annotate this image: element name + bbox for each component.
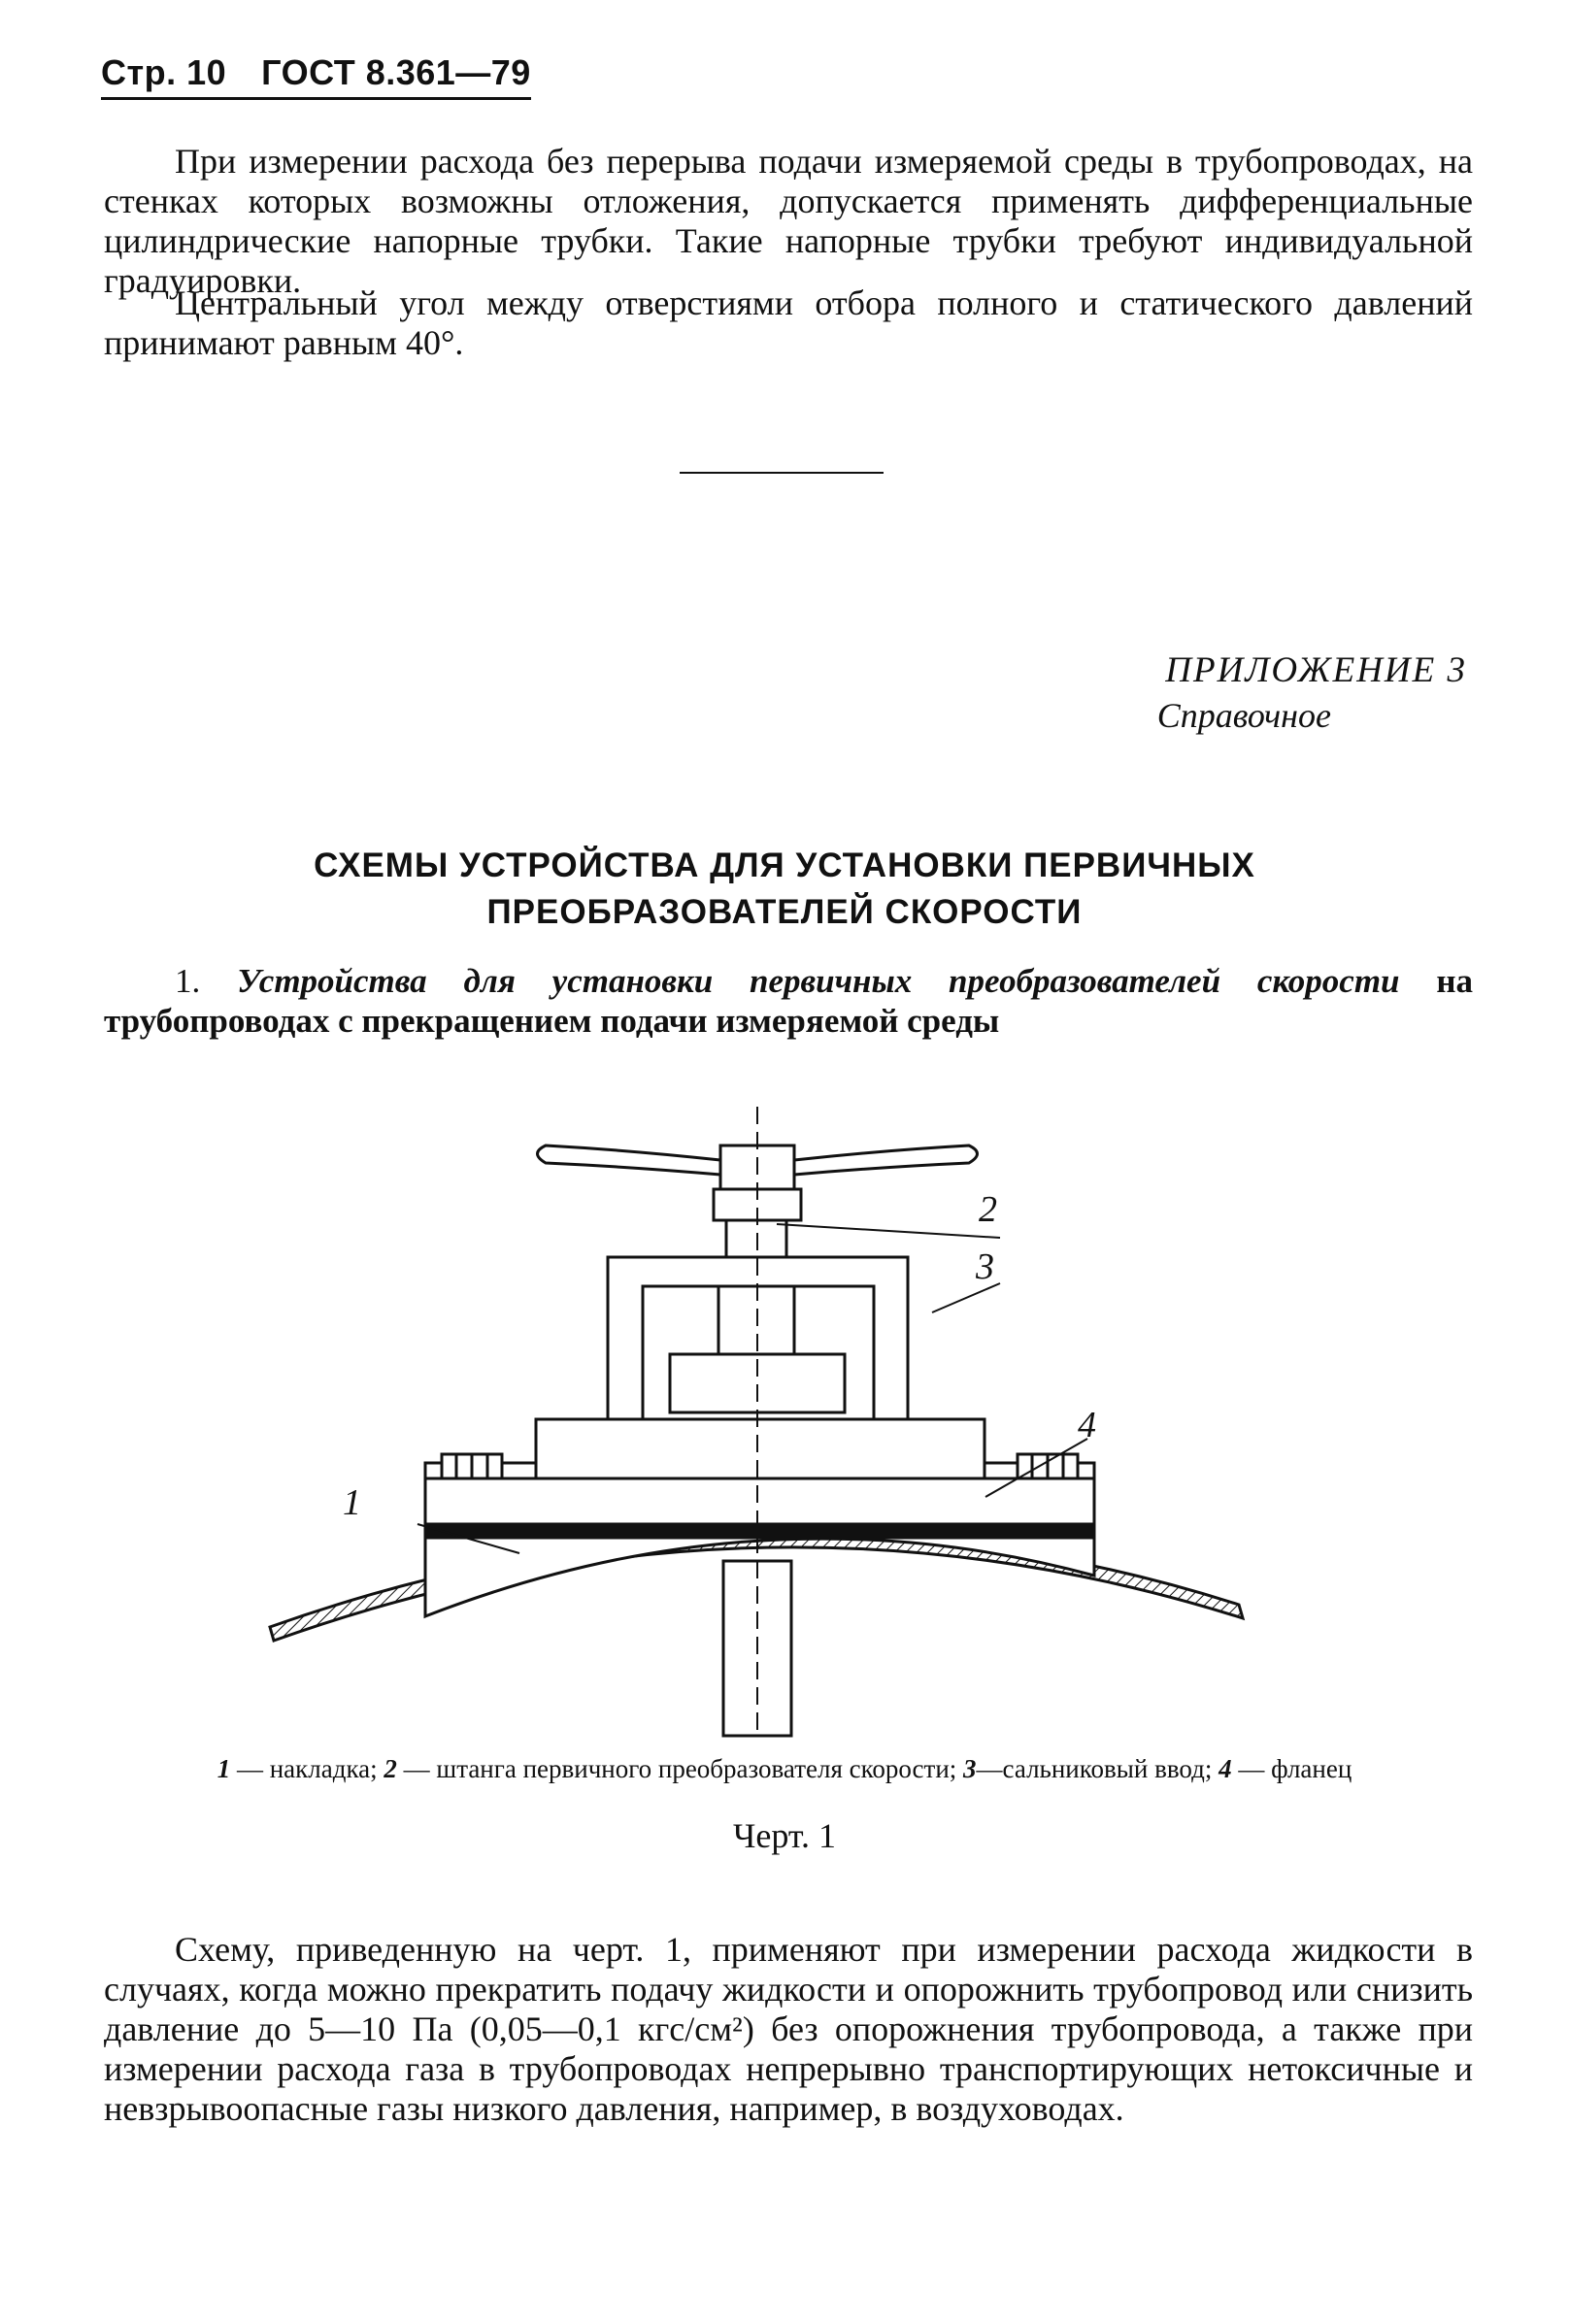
paragraph-3: Схему, приведенную на черт. 1, применяют при измерении расхода жидкости в случаях, когда можно прекратить подачу жидкости и опорожнить трубопровод или снизить давление до 5—10 Па (0,05—0,1 кгс/см²) без опорожнения трубопровода, а также при измерении расхода газа в трубопроводах непрерывно транспортирующих нетоксичные и невзрывоопасные газы низкого давления, например, в воздуховодах. xyxy=(104,1930,1473,2128)
appendix-title xyxy=(0,843,1569,936)
flange xyxy=(425,1478,1094,1524)
caption-text-4: — фланец xyxy=(1231,1754,1352,1783)
caption-text-2: — штанга первичного преобразователя скорости; xyxy=(396,1754,964,1783)
paragraph-1: При измерении расхода без перерыва подачи измеряемой среды в трубопроводах, на стенках которых возможны отложения, допускается применять дифференциальные цилиндрические напорные трубки. Такие напорные трубки требуют индивидуальной градуировки. xyxy=(104,142,1473,300)
section-title-italic: Устройства для установки первичных преобразователей скорости xyxy=(237,962,1400,1000)
section-1-heading xyxy=(104,961,1473,1041)
caption-text-3: —сальниковый ввод; xyxy=(976,1754,1219,1783)
section-title-rest: на трубопроводах с прекращением подачи измеряемой среды xyxy=(104,962,1474,1040)
paragraph-2: Центральный угол между отверстиями отбора полного и статического давлений принимают равным 40°. xyxy=(104,283,1473,362)
gasket xyxy=(425,1524,1094,1538)
title-line-1: СХЕМЫ УСТРОЙСТВА ДЛЯ УСТАНОВКИ ПЕРВИЧНЫХ xyxy=(314,847,1255,884)
label-2: 2 xyxy=(979,1189,997,1230)
section-number: 1. xyxy=(175,962,201,1000)
section-divider xyxy=(680,472,884,474)
appendix-label: ПРИЛОЖЕНИЕ 3 xyxy=(1165,650,1467,690)
caption-num-2: 2 xyxy=(384,1754,397,1783)
title-line-2: ПРЕОБРАЗОВАТЕЛЕЙ СКОРОСТИ xyxy=(486,893,1083,931)
page-header xyxy=(101,52,531,100)
caption-text-1: — накладка; xyxy=(230,1754,384,1783)
caption-num-1: 1 xyxy=(217,1754,231,1783)
device-drawing xyxy=(262,1097,1301,1738)
label-1: 1 xyxy=(343,1482,361,1523)
appendix-type: Справочное xyxy=(1156,696,1331,735)
caption-num-3: 3 xyxy=(963,1754,977,1783)
caption-num-4: 4 xyxy=(1218,1754,1232,1783)
label-3: 3 xyxy=(976,1246,994,1287)
figure-number: Черт. 1 xyxy=(733,1816,836,1855)
figure-caption xyxy=(0,1755,1569,1782)
gland-base xyxy=(536,1419,985,1478)
appendix-heading xyxy=(1157,648,1467,738)
label-4: 4 xyxy=(1078,1405,1096,1445)
page-number: Стр. 10 xyxy=(101,52,227,92)
standard-code: ГОСТ 8.361—79 xyxy=(261,52,531,92)
